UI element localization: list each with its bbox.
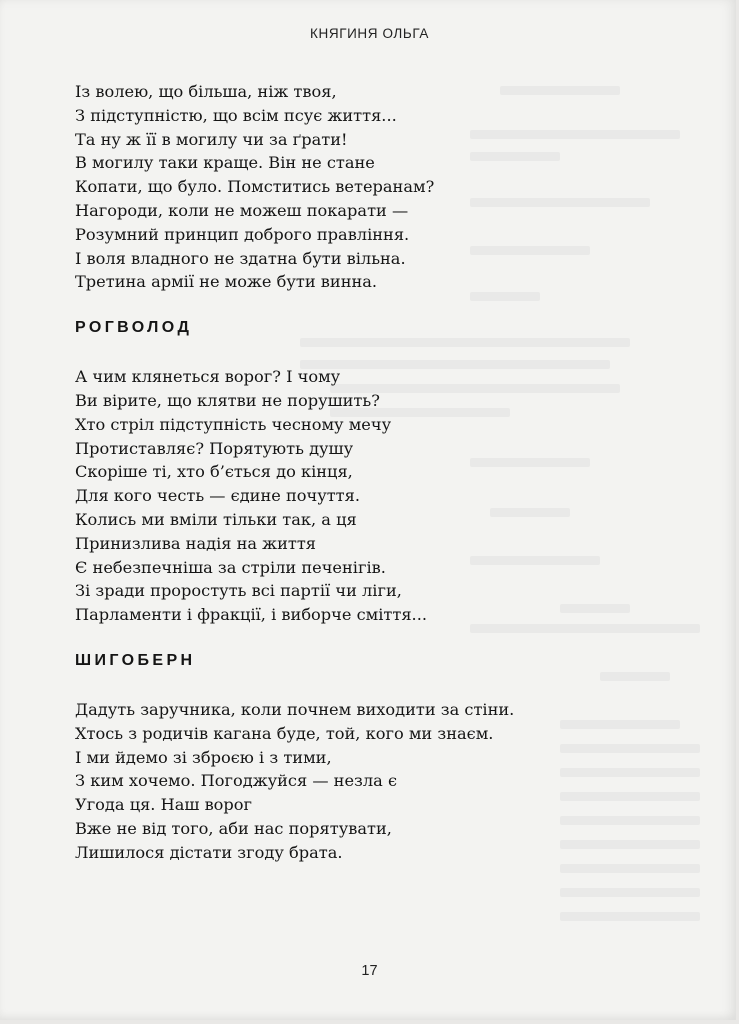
section-opening-speech	[75, 80, 675, 294]
verse-line: І ми йдемо зі зброєю і з тими,	[75, 747, 332, 767]
verse-line: А чим клянеться ворог? І чому	[75, 367, 341, 387]
running-header: КНЯГИНЯ ОЛЬГА	[310, 26, 429, 41]
section-rogvolod-speech	[75, 365, 675, 627]
verse-line: Хтось з родичів кагана буде, той, кого ми знаєм.	[75, 723, 494, 743]
verse-line: Вже не від того, аби нас порятувати,	[75, 818, 392, 838]
verse-line: Розумний принцип доброго правління.	[75, 224, 410, 244]
verse-line: З підступністю, що всім псує життя...	[75, 105, 397, 125]
speaker-name: ШИГОБЕРН	[75, 651, 196, 669]
verse-line: Та ну ж її в могилу чи за ґрати!	[75, 129, 348, 149]
speaker-name: РОГВОЛОД	[75, 319, 193, 337]
verse-line: Із волею, що більша, ніж твоя,	[75, 82, 337, 101]
play-text	[75, 80, 675, 865]
verse-line: Нагороди, коли не можеш покарати —	[75, 200, 409, 220]
verse-line: Є небезпечніша за стріли печенігів.	[75, 557, 386, 577]
verse-line: Для кого честь — єдине почуття.	[75, 486, 360, 506]
verse-line: Зі зради проростуть всі партії чи ліги,	[75, 581, 402, 601]
verse-line: В могилу таки краще. Він не стане	[75, 153, 375, 173]
verse-line: З ким хочемо. Погоджуйся — незла є	[75, 771, 398, 791]
verse-line: Хто стріл підступність чесному мечу	[75, 414, 392, 434]
verse-line: І воля владного не здатна бути вільна.	[75, 248, 406, 268]
section-shyhobern-speech	[75, 698, 675, 865]
verse-line: Ви вірите, що клятви не порушить?	[75, 390, 380, 410]
verse-line: Принизлива надія на життя	[75, 533, 316, 553]
verse-line: Угода ця. Наш ворог	[75, 795, 253, 815]
verse-line: Протиставляє? Порятують душу	[75, 438, 354, 458]
verse-line: Парламенти і фракції, і виборче сміття...	[75, 605, 427, 625]
page-number: 17	[361, 963, 378, 979]
verse-line: Скоріше ті, хто б’ється до кінця,	[75, 462, 353, 482]
verse-line: Третина армії не може бути винна.	[75, 272, 378, 292]
verse-line: Дадуть заручника, коли почнем виходити за стіни.	[75, 699, 515, 719]
verse-line: Копати, що було. Помститись ветеранам?	[75, 177, 435, 197]
verse-line: Колись ми вміли тільки так, а ця	[75, 509, 357, 529]
verse-line: Лишилося дістати згоду брата.	[75, 842, 343, 862]
